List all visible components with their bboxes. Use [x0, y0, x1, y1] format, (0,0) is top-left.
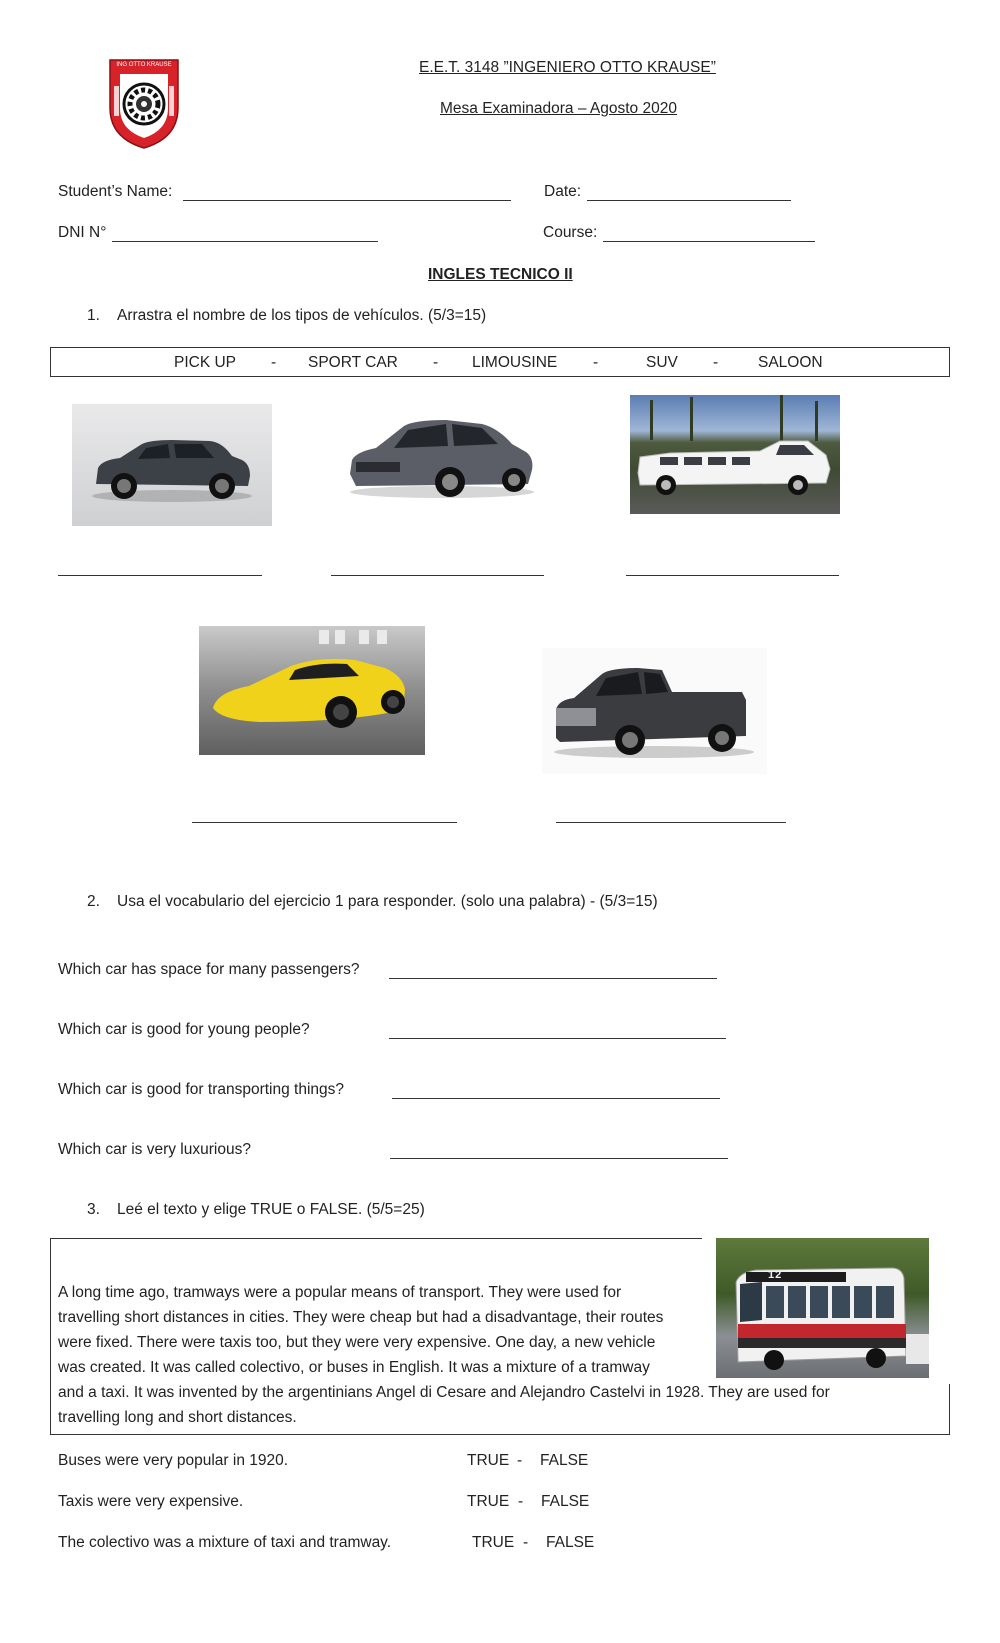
exam-title: Mesa Examinadora – Agosto 2020: [440, 100, 677, 117]
word-separator: -: [433, 354, 439, 371]
answer-line-sport-car[interactable]: [192, 822, 457, 823]
reading-line: was created. It was called colectivo, or buses in English. It was a mixture of a tramway: [58, 1359, 650, 1376]
bus-route-sign: 12: [768, 1269, 783, 1281]
question-2: Which car is good for young people?: [58, 1021, 310, 1038]
school-title: E.E.T. 3148 ”INGENIERO OTTO KRAUSE”: [419, 59, 716, 76]
date-label: Date:: [544, 183, 582, 200]
answer-line-question-3[interactable]: [392, 1098, 720, 1099]
false-option-1[interactable]: FALSE: [540, 1452, 589, 1469]
subject-title: INGLES TECNICO II: [428, 266, 573, 283]
true-option-1[interactable]: TRUE: [467, 1452, 510, 1469]
word-pick-up[interactable]: PICK UP: [174, 354, 237, 371]
word-suv[interactable]: SUV: [646, 354, 678, 371]
answer-line-question-2[interactable]: [389, 1038, 726, 1039]
logo-text: ING OTTO KRAUSE: [116, 62, 172, 68]
tf-separator: -: [523, 1534, 529, 1551]
exercise2-instruction: Usa el vocabulario del ejercicio 1 para responder. (solo una palabra) - (5/3=15): [117, 893, 658, 910]
suv-photo: [72, 404, 272, 526]
false-option-2[interactable]: FALSE: [541, 1493, 590, 1510]
statement-2: Taxis were very expensive.: [58, 1493, 244, 1510]
exercise3-instruction: Leé el texto y elige TRUE o FALSE. (5/5=25): [117, 1201, 425, 1218]
school-logo: [106, 56, 182, 150]
reading-line: were fixed. There were taxis too, but they were very expensive. One day, a new vehicle: [58, 1334, 656, 1351]
sport-car-photo: [199, 626, 425, 755]
exercise3-number: 3.: [87, 1201, 100, 1218]
limousine-photo: [630, 395, 840, 514]
answer-line-pickup[interactable]: [556, 822, 786, 823]
exercise1-number: 1.: [87, 307, 100, 324]
reading-line: travelling short distances in cities. They were cheap but had a disadvantage, their routes: [58, 1309, 664, 1326]
word-bank: [50, 347, 950, 377]
reading-line: A long time ago, tramways were a popular means of transport. They were used for: [58, 1284, 622, 1301]
statement-3: The colectivo was a mixture of taxi and tramway.: [58, 1534, 392, 1551]
answer-line-suv[interactable]: [58, 575, 262, 576]
word-separator: -: [593, 354, 599, 371]
question-3: Which car is good for transporting things?: [58, 1081, 345, 1098]
answer-line-question-1[interactable]: [389, 978, 717, 979]
reading-box-right-border: [949, 1384, 950, 1435]
date-field[interactable]: [587, 200, 791, 201]
reading-box-top-border: [50, 1238, 702, 1239]
saloon-photo: [342, 404, 542, 504]
word-saloon[interactable]: SALOON: [758, 354, 823, 371]
student-name-field[interactable]: [183, 200, 511, 201]
pickup-photo: [542, 648, 767, 774]
answer-line-saloon[interactable]: [331, 575, 544, 576]
exercise1-instruction: Arrastra el nombre de los tipos de vehículos. (5/3=15): [117, 307, 487, 324]
reading-line: travelling long and short distances.: [58, 1409, 297, 1426]
dni-label: DNI N°: [58, 224, 107, 241]
dni-field[interactable]: [112, 241, 378, 242]
course-label: Course:: [543, 224, 598, 241]
false-option-3[interactable]: FALSE: [546, 1534, 595, 1551]
word-separator: -: [713, 354, 719, 371]
tf-separator: -: [517, 1452, 523, 1469]
true-option-3[interactable]: TRUE: [472, 1534, 515, 1551]
tf-separator: -: [518, 1493, 524, 1510]
question-4: Which car is very luxurious?: [58, 1141, 251, 1158]
reading-text: [58, 1280, 938, 1430]
question-1: Which car has space for many passengers?: [58, 961, 360, 978]
true-option-2[interactable]: TRUE: [467, 1493, 510, 1510]
word-separator: -: [271, 354, 277, 371]
answer-line-limousine[interactable]: [626, 575, 839, 576]
reading-line: and a taxi. It was invented by the argentinians Angel di Cesare and Alejandro Castelvi in 1928. They are used for: [58, 1384, 830, 1401]
word-sport-car[interactable]: SPORT CAR: [308, 354, 398, 371]
statement-1: Buses were very popular in 1920.: [58, 1452, 289, 1469]
student-name-label: Student’s Name:: [58, 183, 173, 200]
course-field[interactable]: [603, 241, 815, 242]
word-limousine[interactable]: LIMOUSINE: [472, 354, 558, 371]
exercise2-number: 2.: [87, 893, 100, 910]
answer-line-question-4[interactable]: [390, 1158, 728, 1159]
